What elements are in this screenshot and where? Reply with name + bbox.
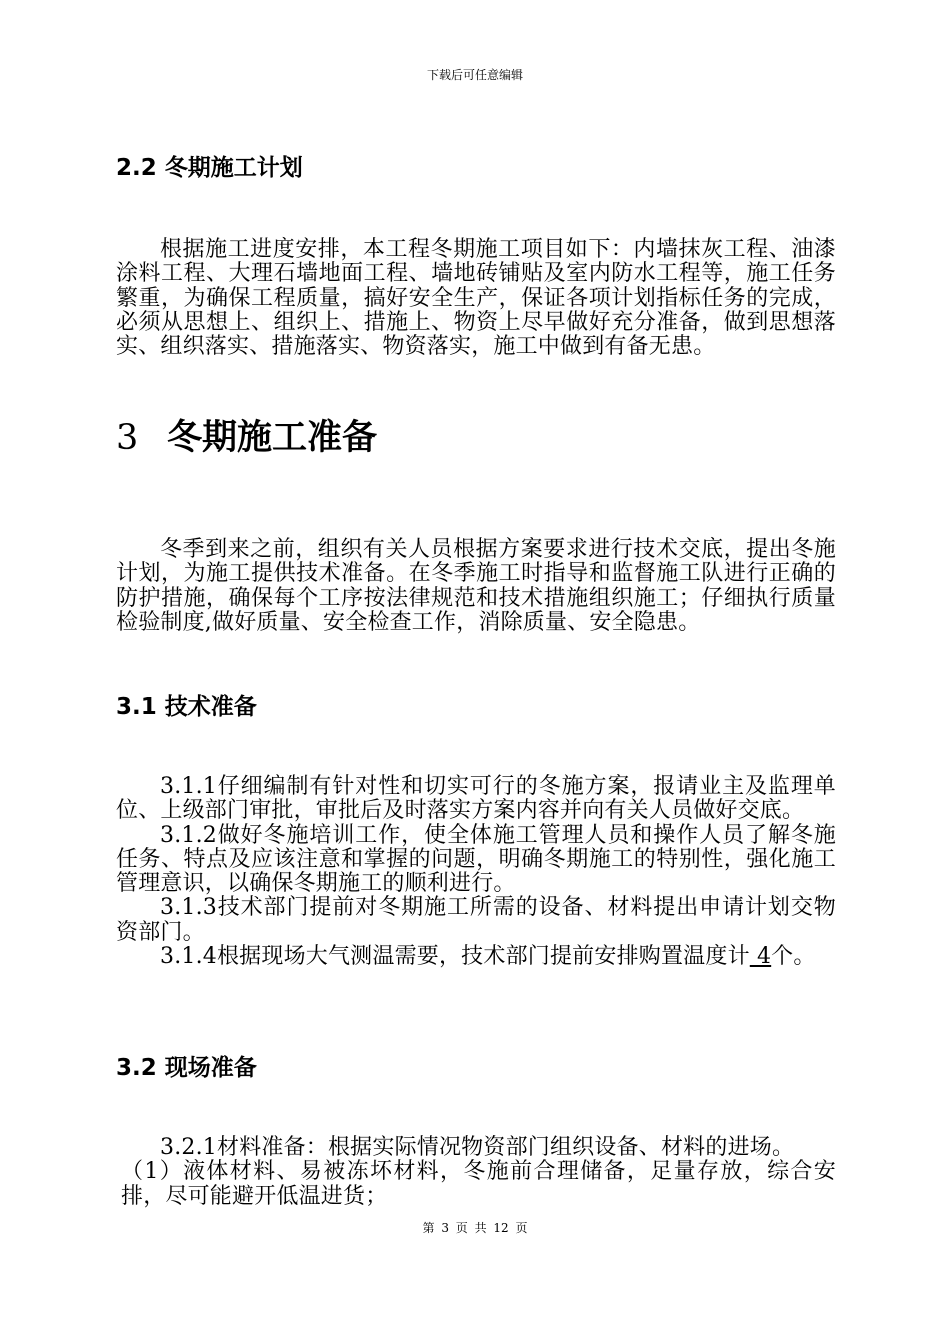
section-3-paragraph: 冬季到来之前，组织有关人员根据方案要求进行技术交底，提出冬施计划，为施工提供技术准备。在冬季施工时指导和监督施工队进行正确的防护措施，确保每个工序按法律规范和技术措施组织施工；仔细执行质量检验制度,做好质量、安全检查工作，消除质量、安全隐患。 (116, 537, 836, 635)
section-3-body (116, 538, 836, 635)
section-3-2-body (116, 1136, 836, 1209)
section-3-1-body (116, 775, 836, 969)
section-2-2-heading: 2.2 冬期施工计划 (116, 155, 303, 181)
list-item: 3.1.3技术部门提前对冬期施工所需的设备、材料提出申请计划交物资部门。 (116, 895, 836, 945)
list-item (116, 945, 836, 969)
section-2-2-paragraph: 根据施工进度安排，本工程冬期施工项目如下：内墙抹灰工程、油漆涂料工程、大理石墙地面工程、墙地砖铺贴及室内防水工程等，施工任务繁重，为确保工程质量，搞好安全生产，保证各项计划指标任务的完成，必须从思想上、组织上、措施上、物资上尽早做好充分准备，做到思想落实、组织落实、措施落实、物资落实，施工中做到有备无患。 (116, 237, 836, 360)
section-2-2-body (116, 238, 836, 359)
list-item: （1）液体材料、易被冻坏材料，冬施前合理储备，足量存放，综合安排，尽可能避开低温进货； (121, 1159, 836, 1209)
page-header-note: 下载后可任意编辑 (426, 68, 523, 82)
section-3-number: 3 (116, 418, 139, 458)
list-item: 3.2.1材料准备：根据实际情况物资部门组织设备、材料的进场。 (160, 1135, 795, 1160)
item-3-1-4-text: 3.1.4根据现场大气测温需要，技术部门提前安排购置温度计 (160, 944, 750, 970)
page-footer-note: 第 3 页 共 12 页 (422, 1221, 528, 1235)
section-3-title: 冬期施工准备 (167, 417, 378, 458)
section-3-2-heading: 3.2 现场准备 (116, 1055, 257, 1081)
section-3-1-heading: 3.1 技术准备 (116, 694, 257, 720)
thermometer-count: 4 (749, 944, 772, 970)
list-item: 3.1.2做好冬施培训工作，使全体施工管理人员和操作人员了解冬施任务、特点及应该注意和掌握的问题，明确冬期施工的特别性，强化施工管理意识，以确保冬期施工的顺利进行。 (116, 822, 836, 897)
list-item: 3.1.1仔细编制有针对性和切实可行的冬施方案，报请业主及监理单位、上级部门审批，审批后及时落实方案内容并向有关人员做好交底。 (116, 774, 836, 824)
item-3-1-4-suffix: 个。 (771, 944, 816, 970)
section-3-heading (116, 416, 377, 460)
